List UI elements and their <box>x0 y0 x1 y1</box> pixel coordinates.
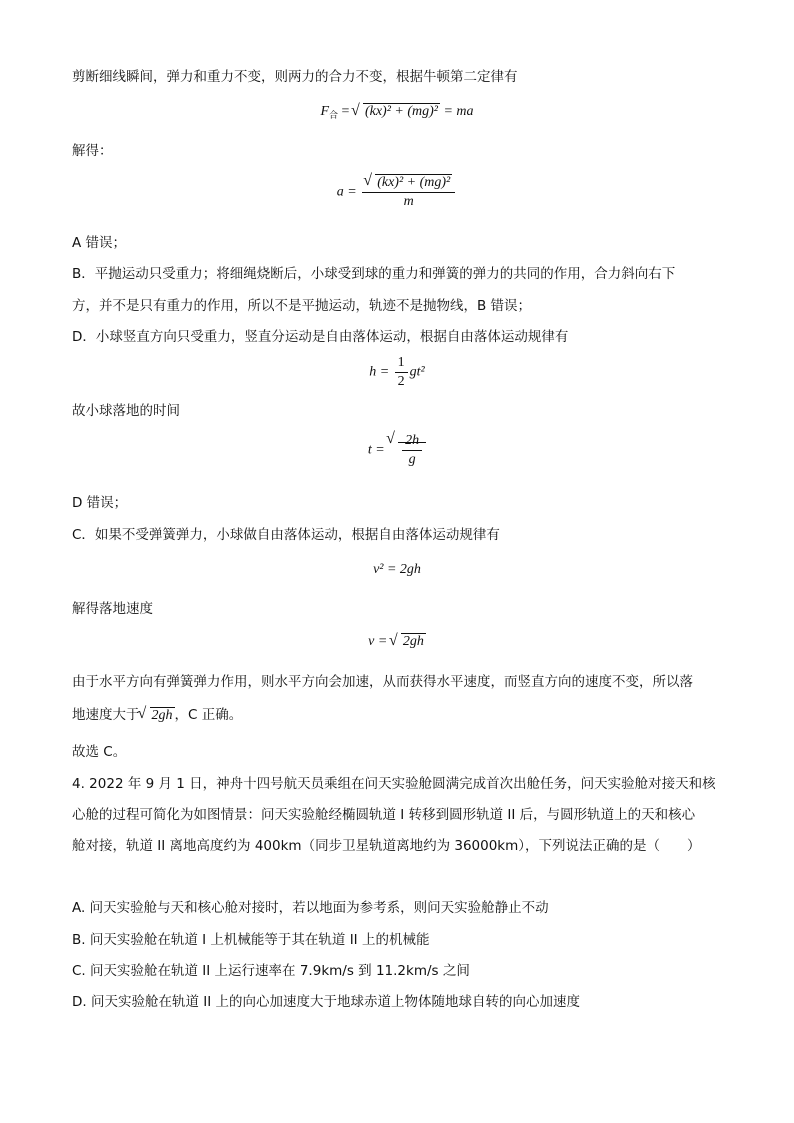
question-4-line-3: 舱对接，轨道 II 离地高度约为 400km（同步卫星轨道离地约为 36000km），下列说法正确的是（ ） <box>72 838 701 854</box>
formula-f1-sub: 合 <box>329 110 339 120</box>
formula-f2-lhs: a = <box>336 184 361 200</box>
option-b: B. 问天实验舱在轨道 I 上机械能等于其在轨道 II 上的机械能 <box>72 932 430 948</box>
inline-formula <box>140 707 175 725</box>
formula-velocity <box>0 634 794 650</box>
question-4-line-1: 4. 2022 年 9 月 1 日，神舟十四号航天员乘组在问天实验舱圆满完成首次出舱任务，问天实验舱对接天和核 <box>72 776 716 792</box>
formula-f3-denominator: 2 <box>397 374 405 389</box>
text-line-2: 解得： <box>72 143 113 159</box>
question-4-line-2: 心舱的过程可简化为如图情景：问天实验舱经椭圆轨道 I 转移到圆形轨道 II 后，与圆形轨道上的天和核心 <box>72 807 696 823</box>
text-line-5: 方，并不是只有重力的作用，所以不是平抛运动，轨迹不是抛物线，B 错误； <box>72 298 532 314</box>
option-a: A. 问天实验舱与天和核心舱对接时，若以地面为参考系，则问天实验舱静止不动 <box>72 900 549 916</box>
sqrt-symbol <box>388 432 426 469</box>
sqrt-symbol <box>353 104 440 120</box>
formula-f4-numerator: √ 2h <box>402 432 422 451</box>
fraction <box>362 174 455 211</box>
text-line-12-end: ，C 正确。 <box>174 707 243 723</box>
fraction <box>395 354 408 391</box>
text-line-7: 故小球落地的时间 <box>72 403 180 419</box>
formula-f2-denominator: m <box>403 194 414 209</box>
formula-f1-radicand: (kx)² + (mg)² <box>364 104 438 119</box>
text-line-4: B．平抛运动只受重力；将细绳烧断后，小球受到球的重力和弹簧的弹力的共同的作用，合力斜向右下 <box>72 266 676 282</box>
formula-f1-eq: = <box>338 104 353 119</box>
formula-f3-rhs: gt² <box>409 364 425 380</box>
text-line-10: 解得落地速度 <box>72 601 153 617</box>
formula-f4-lhs: t = <box>367 442 389 458</box>
option-c: C. 问天实验舱在轨道 II 上运行速率在 7.9km/s 到 11.2km/s 之间 <box>72 963 470 979</box>
fraction <box>402 432 422 469</box>
text-line-1: 剪断细线瞬间，弹力和重力不变，则两力的合力不变，根据牛顿第二定律有 <box>72 69 518 85</box>
sqrt-symbol <box>140 707 175 725</box>
formula-f1-rhs: = ma <box>439 104 474 119</box>
text-line-3: A 错误； <box>72 235 127 251</box>
fraction-numerator <box>362 174 455 193</box>
formula-height <box>0 354 794 391</box>
formula-f3-lhs: h = <box>369 364 393 380</box>
formula-f3-numerator: 1 <box>395 354 408 373</box>
formula-f6-radicand: 2gh <box>402 634 424 649</box>
sqrt-symbol <box>365 174 452 192</box>
text-line-11: 由于水平方向有弹簧弹力作用，则水平方向会加速，从而获得水平速度，而竖直方向的速度不变，所以落 <box>72 674 693 690</box>
text-line-12-start: 地速度大于 <box>72 707 140 723</box>
inline-radicand: 2gh <box>151 708 173 723</box>
text-line-8: D 错误； <box>72 495 128 511</box>
formula-f2-radicand: (kx)² + (mg)² <box>377 175 451 190</box>
radicand <box>398 433 426 467</box>
formula-time <box>0 432 794 469</box>
formula-acceleration <box>0 174 794 211</box>
formula-velocity-squared: v² = 2gh <box>373 562 421 577</box>
text-line-13: 故选 C。 <box>72 744 127 760</box>
formula-f1-lhs: F <box>320 104 330 119</box>
text-line-12 <box>72 706 242 725</box>
formula-f4-denominator: g <box>408 452 416 467</box>
text-line-6: D．小球竖直方向只受重力，竖直分运动是自由落体运动，根据自由落体运动规律有 <box>72 329 569 345</box>
formula-f6-lhs: v = <box>368 634 391 649</box>
formula-net-force <box>0 104 794 121</box>
text-line-9: C．如果不受弹簧弹力，小球做自由落体运动，根据自由落体运动规律有 <box>72 527 500 543</box>
sqrt-symbol <box>391 634 426 650</box>
option-d: D. 问天实验舱在轨道 II 上的向心加速度大于地球赤道上物体随地球自转的向心加速度 <box>72 994 581 1010</box>
